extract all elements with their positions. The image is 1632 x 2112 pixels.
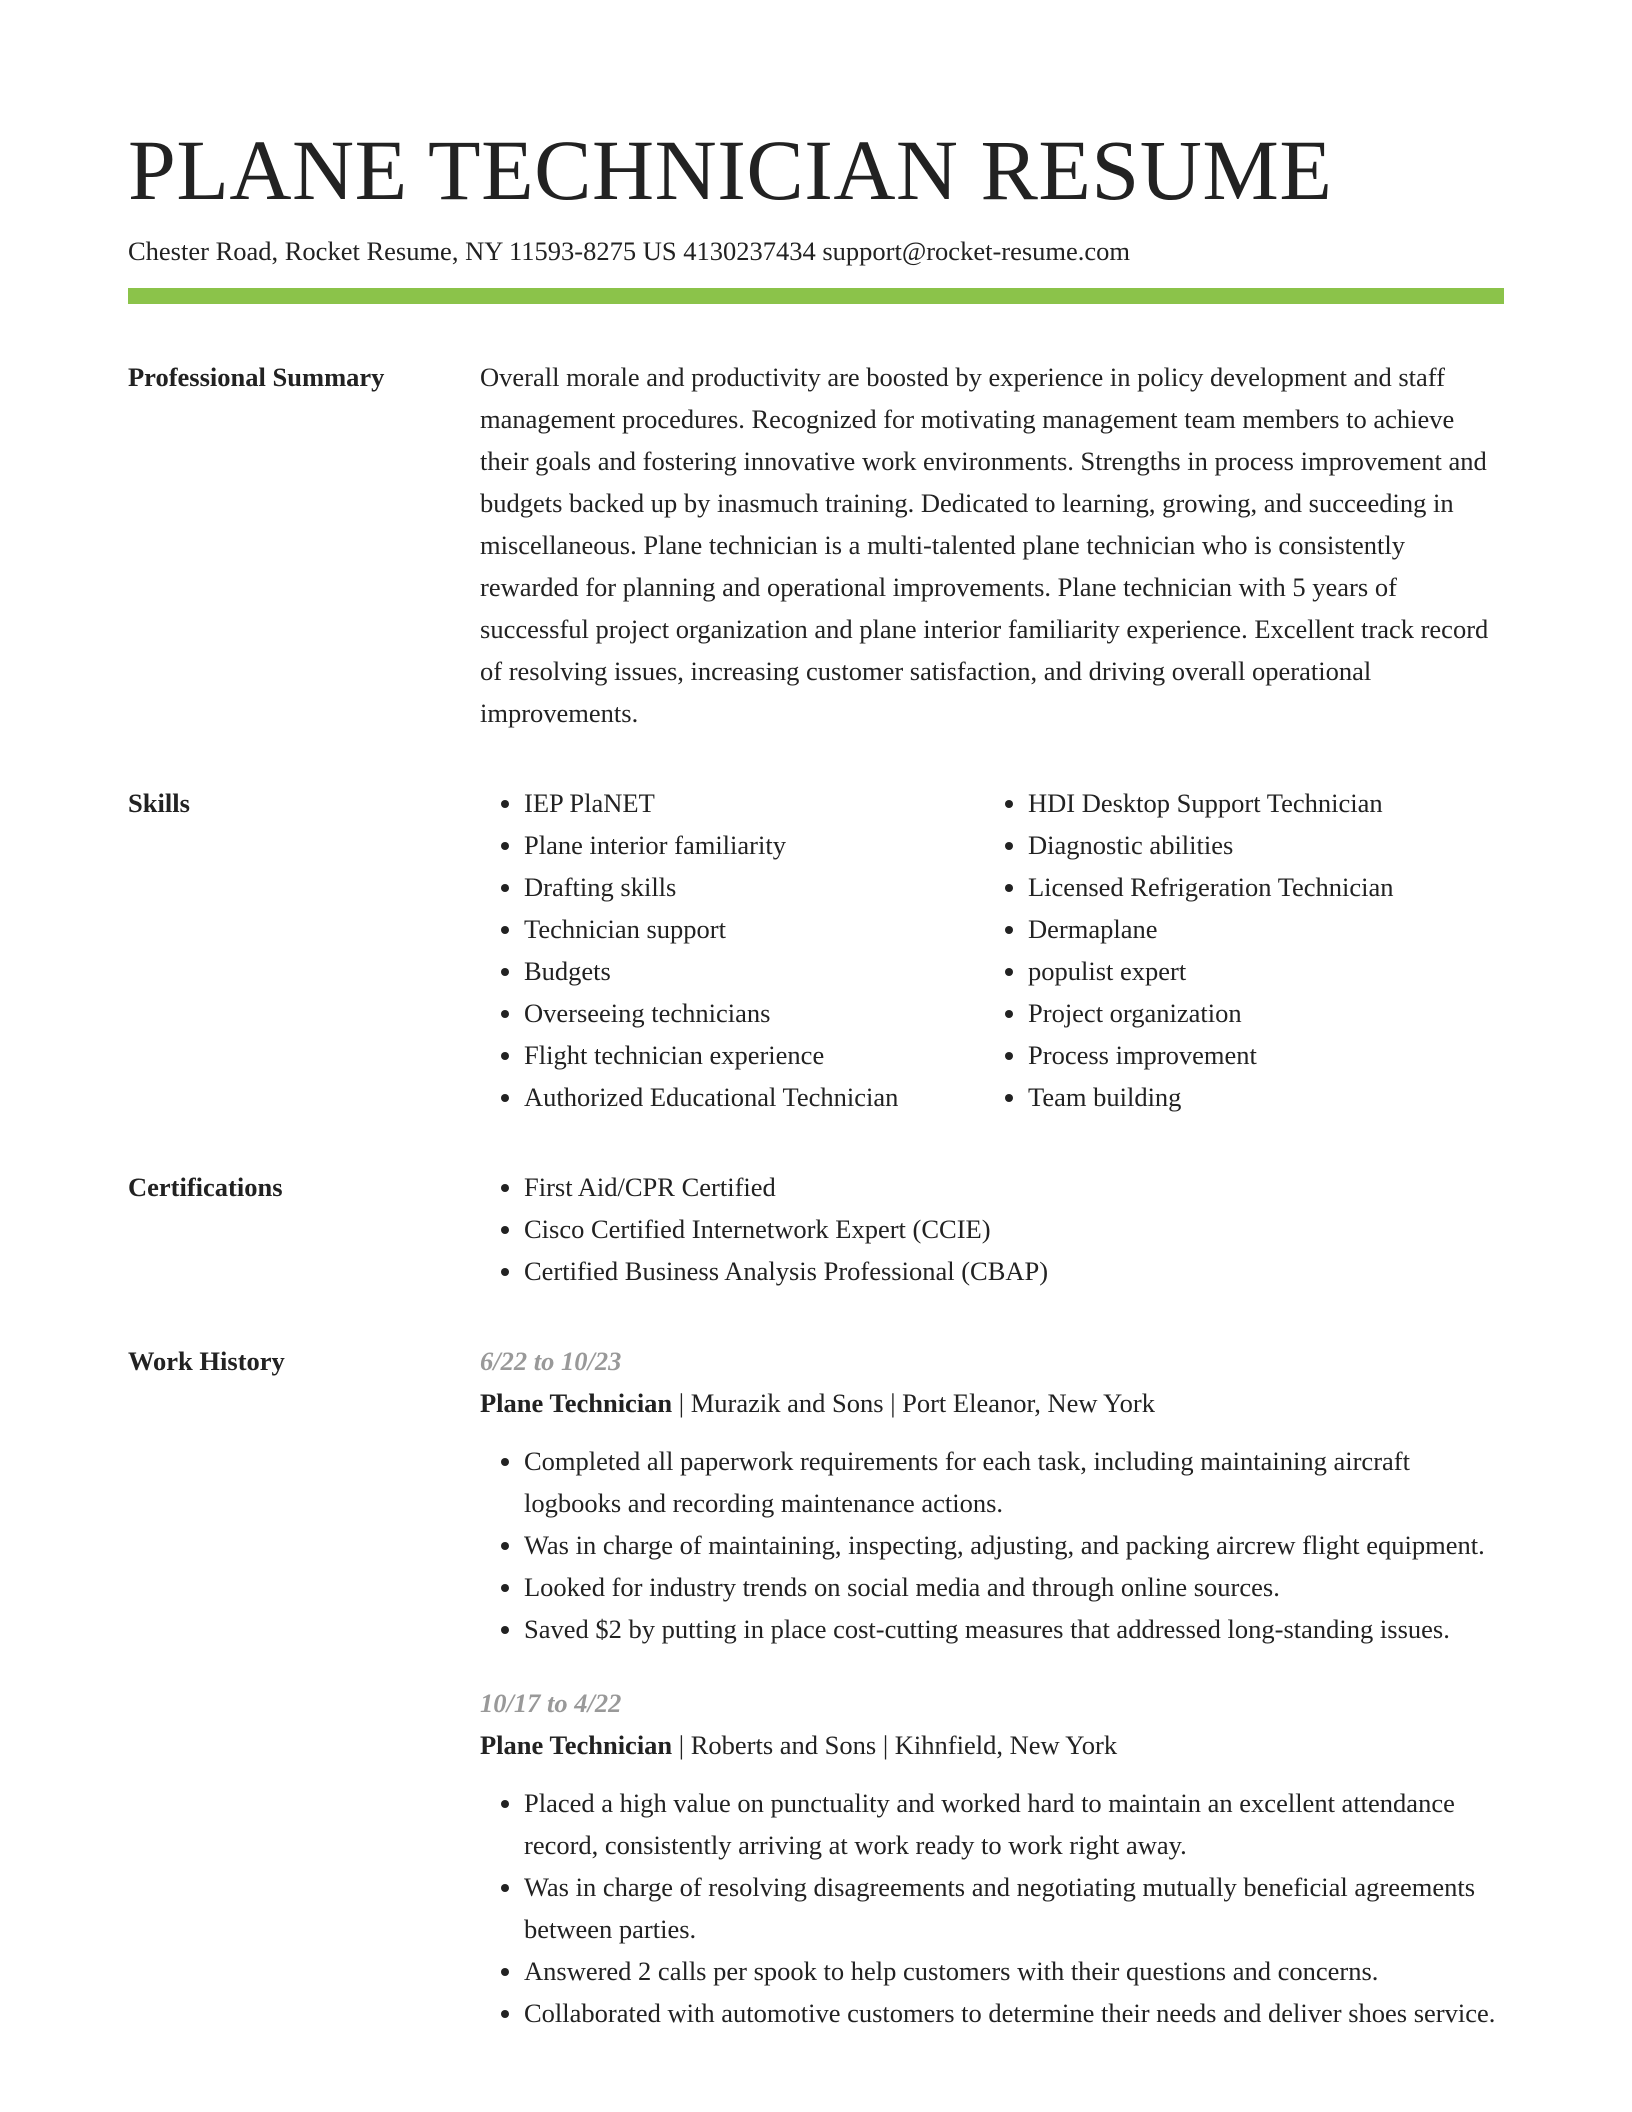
skills-list-left — [480, 782, 984, 1118]
skill-item: • IEP PlaNET — [524, 782, 984, 824]
job-title: Plane Technician — [480, 1730, 673, 1760]
skill-item: • Flight technician experience — [524, 1034, 984, 1076]
job-details: | Roberts and Sons | Kihnfield, New York — [672, 1730, 1118, 1760]
certifications-section — [128, 1166, 1504, 1292]
section-label-skills: Skills — [128, 788, 190, 818]
job-entry — [480, 1340, 1504, 1650]
accent-divider — [128, 288, 1504, 304]
skill-item: • HDI Desktop Support Technician — [1028, 782, 1504, 824]
certifications-list — [480, 1166, 1504, 1292]
job-bullets — [480, 1782, 1504, 2034]
skill-item: • Project organization — [1028, 992, 1504, 1034]
skill-item: • Dermaplane — [1028, 908, 1504, 950]
job-bullet: • Collaborated with automotive customers to determine their needs and deliver shoes service. — [524, 1992, 1504, 2034]
skills-grid — [480, 782, 1504, 1118]
job-entry — [480, 1682, 1504, 2034]
job-bullet: • Answered 2 calls per spook to help customers with their questions and concerns. — [524, 1950, 1504, 1992]
skill-item: • Plane interior familiarity — [524, 824, 984, 866]
job-dates: 10/17 to 4/22 — [480, 1688, 622, 1718]
job-bullets — [480, 1440, 1504, 1650]
job-details: | Murazik and Sons | Port Eleanor, New York — [672, 1388, 1155, 1418]
job-bullet: • Completed all paperwork requirements for each task, including maintaining aircraft logbooks and recording maintenance actions. — [524, 1440, 1504, 1524]
skill-item: • Licensed Refrigeration Technician — [1028, 866, 1504, 908]
section-label-work-history: Work History — [128, 1346, 285, 1376]
skill-item: • Overseeing technicians — [524, 992, 984, 1034]
summary-section — [128, 356, 1504, 734]
skill-item: • Process improvement — [1028, 1034, 1504, 1076]
resume-title: PLANE TECHNICIAN RESUME — [128, 122, 1333, 218]
job-heading — [480, 1382, 1504, 1424]
section-label-summary: Professional Summary — [128, 362, 385, 392]
job-bullet: • Saved $2 by putting in place cost-cutting measures that addressed long-standing issues. — [524, 1608, 1504, 1650]
job-bullet: • Placed a high value on punctuality and worked hard to maintain an excellent attendance record, consistently arriving at work ready to work right away. — [524, 1782, 1504, 1866]
work-history-section — [128, 1340, 1504, 2034]
certification-item: • Cisco Certified Internetwork Expert (CCIE) — [524, 1208, 1504, 1250]
job-bullet: • Was in charge of resolving disagreements and negotiating mutually beneficial agreements between parties. — [524, 1866, 1504, 1950]
skill-item: • Technician support — [524, 908, 984, 950]
skill-item: • Team building — [1028, 1076, 1504, 1118]
skill-item: • Budgets — [524, 950, 984, 992]
skills-column-right — [984, 782, 1504, 1118]
contact-info: Chester Road, Rocket Resume, NY 11593-8275 US 4130237434 support@rocket-resume.com — [128, 236, 1131, 266]
certifications-body — [480, 1166, 1504, 1292]
skills-section — [128, 782, 1504, 1118]
skill-item: • Diagnostic abilities — [1028, 824, 1504, 866]
job-bullet: • Was in charge of maintaining, inspecting, adjusting, and packing aircrew flight equipment. — [524, 1524, 1504, 1566]
job-dates: 6/22 to 10/23 — [480, 1346, 622, 1376]
job-heading — [480, 1724, 1504, 1766]
skills-list-right — [984, 782, 1504, 1118]
certification-item: • First Aid/CPR Certified — [524, 1166, 1504, 1208]
section-label-certifications: Certifications — [128, 1172, 283, 1202]
skill-item: • Drafting skills — [524, 866, 984, 908]
job-bullet: • Looked for industry trends on social media and through online sources. — [524, 1566, 1504, 1608]
summary-text: Overall morale and productivity are boosted by experience in policy development and staff management procedures. Recognized for motivating management team members to achieve their goals and fostering innovative work environments. Strengths in process improvement and budgets backed up by inasmuch training. Dedicated to learning, growing, and succeeding in miscellaneous. Plane technician is a multi-talented plane technician who is consistently rewarded for planning and operational improvements. Plane technician with 5 years of successful project organization and plane interior familiarity experience. Excellent track record of resolving issues, increasing customer satisfaction, and driving overall operational improvements. — [480, 362, 1489, 728]
certification-item: • Certified Business Analysis Professional (CBAP) — [524, 1250, 1504, 1292]
job-title: Plane Technician — [480, 1388, 673, 1418]
skill-item: • Authorized Educational Technician — [524, 1076, 984, 1118]
work-history-body — [480, 1340, 1504, 2034]
summary-body — [480, 356, 1504, 734]
skill-item: • populist expert — [1028, 950, 1504, 992]
skills-column-left — [480, 782, 984, 1118]
